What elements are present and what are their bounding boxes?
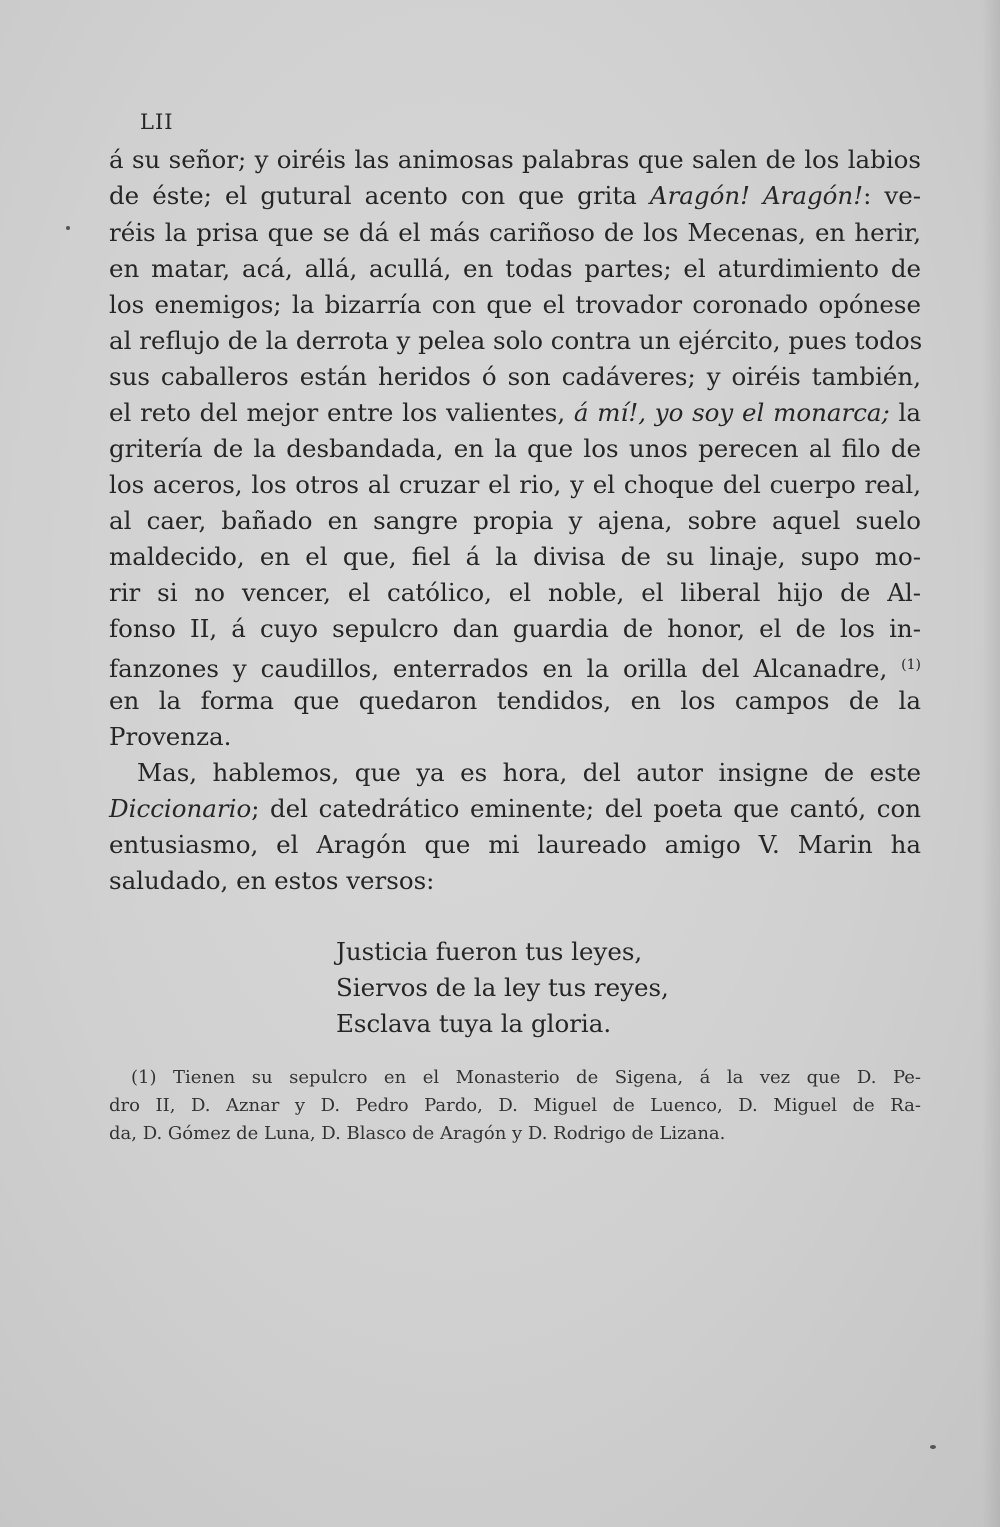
body-line: los aceros, los otros al cruzar el rio, y el choque del cuerpo real, [109,470,921,499]
body-line: Mas, hablemos, que ya es hora, del autor insigne de este [137,758,921,787]
body-line: fanzones y caudillos, enterrados en la orilla del Alcanadre, $^{(1)}$ [109,654,921,683]
verse-line: Justicia fueron tus leyes, [336,937,643,966]
body-line: Diccionario; del catedrático eminente; del poeta que cantó, con [109,794,921,823]
body-line: en matar, acá, allá, acullá, en todas partes; el aturdimiento de [109,254,921,283]
body-line: el reto del mejor entre los valientes, á mí!, yo soy el monarca; la [109,398,922,427]
page-number: LII [140,110,174,134]
body-line: fonso II, á cuyo sepulcro dan guardia de honor, el de los in- [109,614,921,643]
body-line: Provenza. [109,722,232,751]
footnote-line: da, D. Gómez de Luna, D. Blasco de Aragón y D. Rodrigo de Lizana. [109,1123,726,1144]
footnote-line: dro II, D. Aznar y D. Pedro Pardo, D. Miguel de Luenco, D. Miguel de Ra- [109,1095,921,1116]
verse-line: Siervos de la ley tus reyes, [336,973,669,1002]
body-line: entusiasmo, el Aragón que mi laureado amigo V. Marin ha [109,830,921,859]
body-line: saludado, en estos versos: [109,866,435,895]
body-line: de éste; el gutural acento con que grita Aragón! Aragón!: ve- [109,181,921,210]
footnote-line: (1) Tienen su sepulcro en el Monasterio de Sigena, á la vez que D. Pe- [131,1067,921,1088]
body-line: en la forma que quedaron tendidos, en los campos de la [109,686,921,715]
body-line: gritería de la desbandada, en la que los unos perecen al filo de [109,434,921,463]
body-line: maldecido, en el que, fiel á la divisa de su linaje, supo mo- [109,542,921,571]
body-line: los enemigos; la bizarría con que el trovador coronado opónese [109,290,921,319]
italic-exclamation: Aragón! Aragón! [649,181,864,210]
body-line: al caer, bañado en sangre propia y ajena, sobre aquel suelo [109,506,921,535]
italic-title: Diccionario [109,794,252,823]
body-line: sus caballeros están heridos ó son cadáveres; y oiréis también, [109,362,921,391]
paper-speck [930,1445,936,1449]
body-line: rir si no vencer, el católico, el noble, el liberal hijo de Al- [109,578,921,607]
page-edge-shadow [982,0,1000,1527]
body-line: réis la prisa que se dá el más cariñoso de los Mecenas, en herir, [109,218,921,247]
footnote-reference: (1) [901,657,921,673]
body-line: á su señor; y oiréis las animosas palabras que salen de los labios [109,145,921,174]
paper-speck [66,226,70,230]
verse-line: Esclava tuya la gloria. [336,1009,612,1038]
body-line: al reflujo de la derrota y pelea solo contra un ejército, pues todos [109,326,923,355]
italic-quote: á mí!, yo soy el monarca; [573,398,890,427]
